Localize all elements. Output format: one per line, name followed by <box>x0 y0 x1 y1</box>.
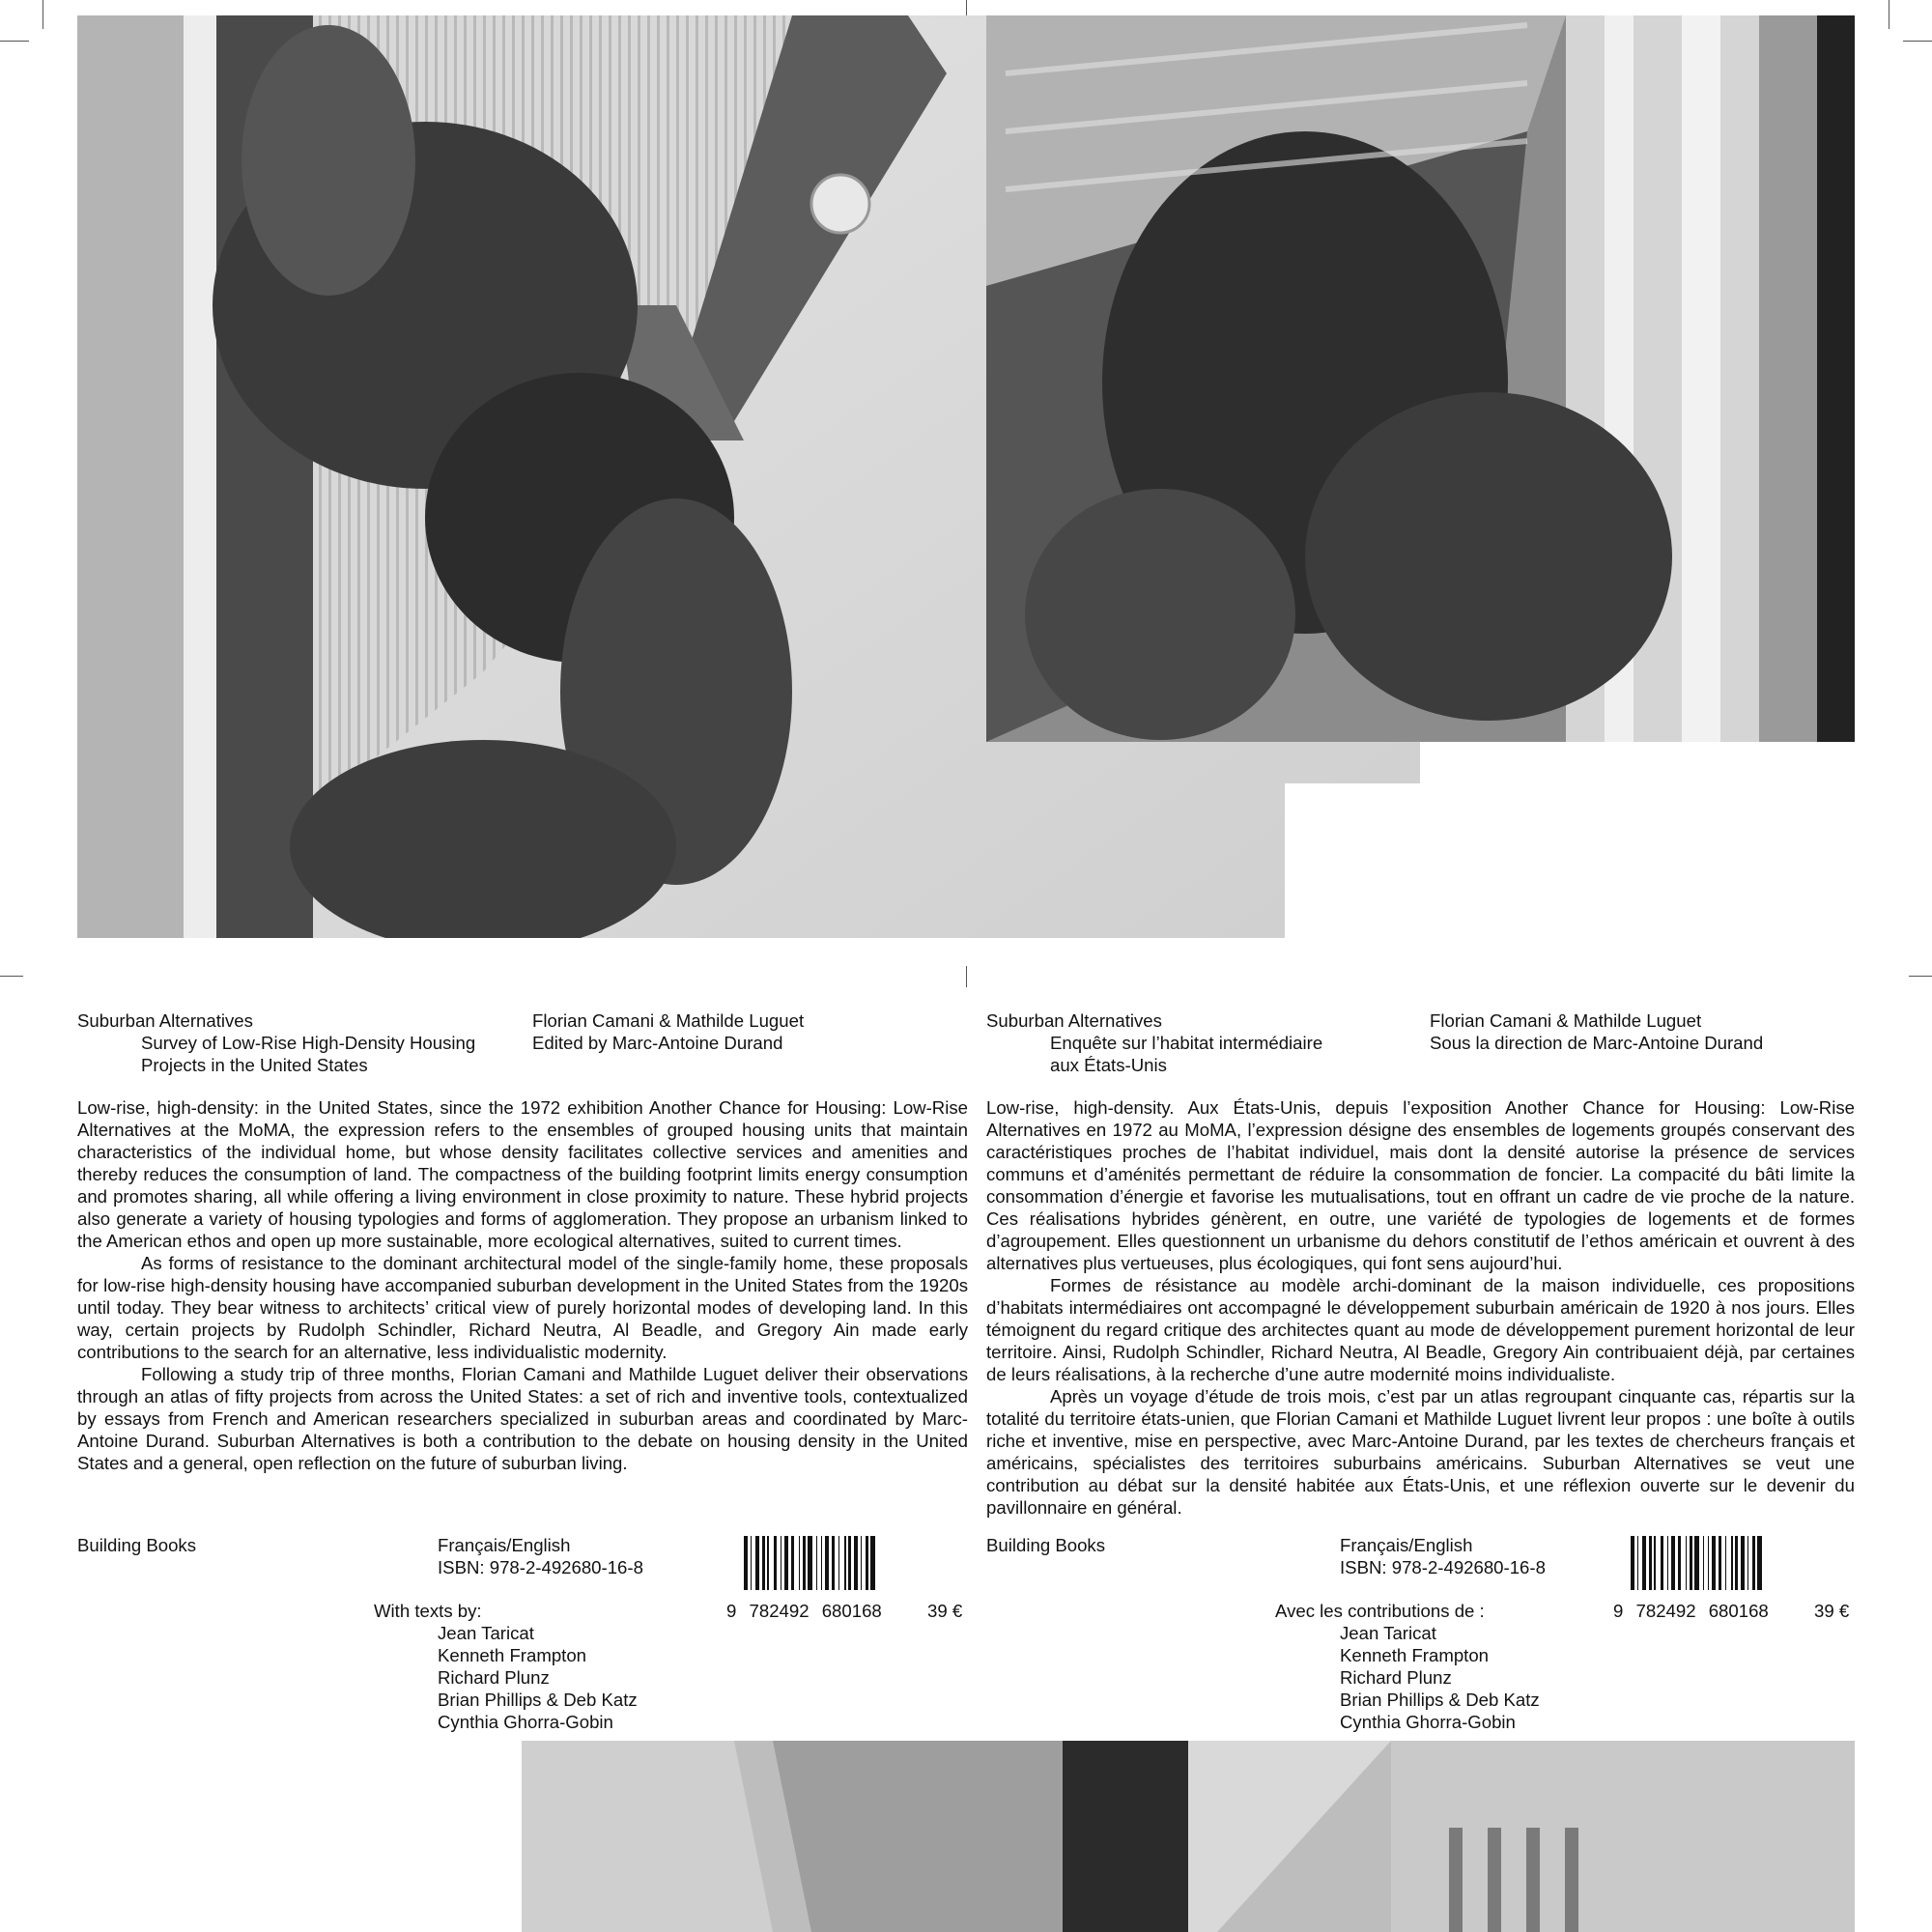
barcode-bar <box>844 1536 845 1590</box>
barcode-bar <box>1649 1536 1652 1590</box>
barcode-bar <box>1719 1536 1721 1590</box>
barcode-bar <box>838 1536 839 1590</box>
crop-mark <box>0 976 23 977</box>
barcode-bar <box>808 1536 811 1590</box>
contributor: Cynthia Ghorra-Gobin <box>438 1712 613 1732</box>
crop-mark <box>1909 976 1932 977</box>
series-title: Suburban Alternatives <box>986 1010 1162 1031</box>
editor: Sous la direction de Marc-Antoine Durand <box>1430 1033 1764 1053</box>
paragraph: Formes de résistance au modèle archi-dominant de la maison individuelle, ces propositions d’habitats intermédiaires ont accompagné le développement suburbain américain de 1920 à nos jours. Elles témoignent du regard critique des architectes quant au mode de développement purement horizontal de leur territoire. Ainsi, Rudolph Schindler, Richard Neutra, Al Beadle, Gregory Ain contribuaient déjà, par certaines de leurs réalisations, à la recherche d’une autre modernité moins individualiste. <box>986 1275 1855 1384</box>
language: Français/English <box>438 1535 571 1555</box>
isbn: ISBN: 978-2-492680-16-8 <box>1340 1557 1546 1577</box>
barcode <box>1631 1536 1804 1590</box>
barcode-bar <box>1708 1536 1709 1590</box>
barcode-bar <box>744 1536 748 1590</box>
barcode-bar <box>751 1536 752 1590</box>
authors: Florian Camani & Mathilde Luguet <box>532 1010 805 1031</box>
barcode-bar <box>1671 1536 1675 1590</box>
price: 39 € <box>1814 1601 1850 1621</box>
barcode-bar <box>791 1536 794 1590</box>
barcode-bar <box>870 1536 874 1590</box>
barcode-bar <box>774 1536 777 1590</box>
paragraph: Following a study trip of three months, Florian Camani and Mathilde Luguet deliver their observations through an atlas of fifty projects from across the United States: a set of rich and inventive tools, contextualized by essays from French and American researchers specialized in suburban areas and coordinated by Marc-Antoine Durand. Suburban Alternatives is both a contribution to the debate on housing density in the United States and a general, open reflection on the future of suburban living. <box>77 1364 968 1473</box>
barcode-bar <box>1654 1536 1655 1590</box>
contributor: Kenneth Frampton <box>1340 1645 1490 1665</box>
barcode-bar <box>1631 1536 1634 1590</box>
barcode-bar <box>1686 1536 1687 1590</box>
barcode-bar <box>854 1536 858 1590</box>
authors: Florian Camani & Mathilde Luguet <box>1430 1010 1702 1031</box>
contributor: Richard Plunz <box>1340 1667 1452 1688</box>
barcode-bar <box>767 1536 768 1590</box>
subtitle-line: Survey of Low-Rise High-Density Housing <box>141 1033 476 1053</box>
barcode-bar <box>1741 1536 1745 1590</box>
isbn: ISBN: 978-2-492680-16-8 <box>438 1557 643 1577</box>
barcode-digits: 9 782492 680168 <box>726 1601 882 1621</box>
barcode-bar <box>821 1536 822 1590</box>
back-credits <box>532 1009 804 1054</box>
barcode-bar <box>1725 1536 1726 1590</box>
barcode-bar <box>866 1536 868 1590</box>
back-blurb <box>77 1096 968 1474</box>
contributor: Jean Taricat <box>438 1623 534 1643</box>
barcode-bar <box>1747 1536 1748 1590</box>
barcode-bar <box>832 1536 835 1590</box>
subtitle-line: aux États-Unis <box>1050 1055 1167 1075</box>
barcode-bar <box>825 1536 829 1590</box>
crop-mark <box>966 966 967 987</box>
barcode-bar <box>1637 1536 1638 1590</box>
front-blurb <box>986 1096 1855 1519</box>
paragraph: As forms of resistance to the dominant architectural model of the single-family home, these proposals for low-rise high-density housing have accompanied suburban development in the United States from the 1920s until today. They bear witness to architects’ critical view of purely horizontal modes of developing land. In this way, certain projects by Rudolph Schindler, Richard Neutra, Al Beadle, and Gregory Ain made early contributions to the search for an alternative, less individualistic modernity. <box>77 1253 968 1362</box>
barcode-bar <box>1667 1536 1668 1590</box>
barcode-bar <box>861 1536 862 1590</box>
contributor: Brian Phillips & Deb Katz <box>438 1690 638 1710</box>
subtitle-line: Enquête sur l’habitat intermédiaire <box>1050 1033 1323 1053</box>
barcode-bar <box>1712 1536 1716 1590</box>
barcode-bar <box>1752 1536 1755 1590</box>
texts-label: Avec les contributions de : <box>1275 1601 1485 1621</box>
barcode-bar <box>1703 1536 1704 1590</box>
barcode <box>744 1536 918 1590</box>
barcode-bar <box>816 1536 817 1590</box>
series-title: Suburban Alternatives <box>77 1010 253 1031</box>
contributor: Brian Phillips & Deb Katz <box>1340 1690 1540 1710</box>
barcode-bar <box>1694 1536 1698 1590</box>
crop-mark <box>1903 41 1932 42</box>
publisher: Building Books <box>77 1535 197 1555</box>
contributor: Cynthia Ghorra-Gobin <box>1340 1712 1516 1732</box>
paragraph: Low-rise, high-density. Aux États-Unis, depuis l’exposition Another Chance for Housing: Low-Rise Alternatives en 1972 au MoMA, l’expression désigne des ensembles de logements groupés conservant des caractéristiques proches de l’habitat individuel, mais dont la densité autorise la présence de services communs et d’aménités permettant de réduire la consommation de foncier. La compacité du bâti limite la consommation d’énergie et favorise les mutualisations, tout en offrant un cadre de vie proche de la nature. Ces réalisations hybrides génèrent, en outre, une variété de typologies de logements et de formes d’agroupement. Elles questionnent un urbanisme du dehors constitutif de l’ethos américain et ouvrent à des alternatives plus vertueuses, plus écologiques, qui font sens aujourd’hui. <box>986 1097 1855 1273</box>
editor: Edited by Marc-Antoine Durand <box>532 1033 783 1053</box>
paragraph: Après un voyage d’étude de trois mois, c’est par un atlas regroupant cinquante cas, répartis sur la totalité du territoire états-unien, que Florian Camani et Mathilde Luguet livrent leur propos : une boîte à outils riche et inventive, mise en perspective, avec Marc-Antoine Durand, par les textes de chercheurs français et américains, spécialistes des territoires suburbains américains. Suburban Alternatives se veut une contribution au débat sur la densité habitée aux États-Unis, et une réflexion ouverte sur le devenir du pavillonnaire en général. <box>986 1386 1855 1518</box>
contributors-list <box>438 1622 638 1733</box>
crop-mark <box>0 41 29 42</box>
barcode-bar <box>799 1536 800 1590</box>
barcode-bar <box>1661 1536 1663 1590</box>
barcode-bar <box>1642 1536 1646 1590</box>
paragraph: Low-rise, high-density: in the United States, since the 1972 exhibition Another Chance for Housing: Low-Rise Alternatives at the MoMA, the expression refers to the ensembles of grouped housing units that maintain characteristics of the individual home, but whose density facilitates collective services and amenities and thereby reduces the consumption of land. The compactness of the building footprint limits energy consumption and promotes sharing, all while offering a living environment in close proximity to nature. These hybrid projects also generate a variety of housing typologies and forms of agglomeration. They propose an urbanism linked to the American ethos and open up more sustainable, more ecological alternatives, suited to current times. <box>77 1097 968 1251</box>
price: 39 € <box>927 1601 963 1621</box>
contributor: Kenneth Frampton <box>438 1645 587 1665</box>
texts-label: With texts by: <box>374 1601 482 1621</box>
contributor: Jean Taricat <box>1340 1623 1436 1643</box>
barcode-bar <box>1678 1536 1681 1590</box>
front-credits <box>1430 1009 1763 1054</box>
barcode-bar <box>1735 1536 1738 1590</box>
barcode-bar <box>1731 1536 1732 1590</box>
stair-photo <box>522 1741 1855 1932</box>
subtitle-line: Projects in the United States <box>141 1055 368 1075</box>
barcode-bar <box>784 1536 788 1590</box>
publisher: Building Books <box>986 1535 1106 1555</box>
front-series-title <box>986 1009 1322 1076</box>
language: Français/English <box>1340 1535 1473 1555</box>
barcode-bar <box>755 1536 759 1590</box>
barcode-bar <box>848 1536 851 1590</box>
contributor: Richard Plunz <box>438 1667 550 1688</box>
back-series-title <box>77 1009 475 1076</box>
porch-garden-photo <box>986 15 1855 742</box>
barcode-digits: 9 782492 680168 <box>1613 1601 1769 1621</box>
barcode-bar <box>803 1536 806 1590</box>
barcode-bar <box>1757 1536 1761 1590</box>
barcode-bar <box>762 1536 765 1590</box>
barcode-bar <box>1690 1536 1692 1590</box>
contributors-list <box>1340 1622 1540 1733</box>
